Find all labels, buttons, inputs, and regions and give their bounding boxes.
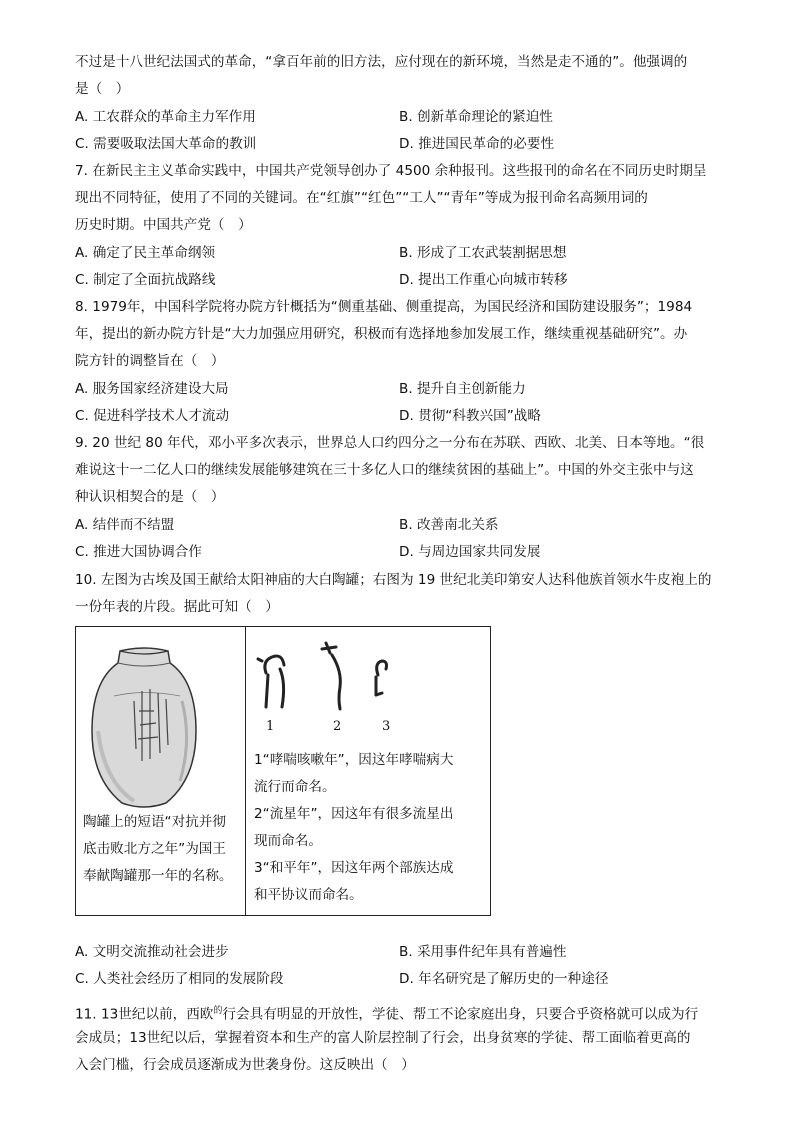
pictograph-caption-line: 现而命名。 xyxy=(254,833,322,849)
q9-text-line: 种认识相契合的是（ ） xyxy=(75,489,225,505)
q11-superscript: 的 xyxy=(213,1006,223,1016)
pictograph-caption-line: 流行而命名。 xyxy=(254,779,336,795)
glyph-number: 3 xyxy=(382,719,391,734)
pictograph-caption-line: 2“流星年”，因这年有很多流星出 xyxy=(254,806,454,822)
q11-text-part: 行会具有明显的开放性，学徒、帮工不论家庭出身，只要合乎资格就可以成为行 xyxy=(222,1006,699,1023)
q9-option-a: A. 结伴而不结盟 xyxy=(75,517,175,533)
egyptian-jar-illustration xyxy=(84,641,204,811)
q9-text-line: 难说这十一二亿人口的继续发展能够建筑在三十多亿人口的继续贫困的基础上”。中国的外交主张中与这 xyxy=(75,462,694,478)
q7-text-line: 现出不同特征，使用了不同的关键词。在“红旗”“红色”“工人”“青年”等成为报刊命名高频用词的 xyxy=(75,190,648,206)
q6-text-line: 是（ ） xyxy=(75,81,130,97)
q11-text-part: 11. 13世纪以前，西欧 xyxy=(75,1006,214,1023)
pictograph-meteor-icon xyxy=(322,643,340,709)
q9-option-b: B. 改善南北关系 xyxy=(399,517,499,533)
jar-caption-line: 奉献陶罐那一年的名称。 xyxy=(83,868,233,884)
jar-caption xyxy=(83,809,243,890)
q7-text-line: 7. 在新民主主义革命实践中，中国共产党领导创办了 4500 余种报刊。这些报刊的命名在不同历史时期呈 xyxy=(75,163,707,179)
q6-option-c: C. 需要吸取法国大革命的教训 xyxy=(75,136,257,152)
q8-option-c: C. 促进科学技术人才流动 xyxy=(75,408,230,424)
q8-option-b: B. 提升自主创新能力 xyxy=(399,381,526,397)
q7-option-b: B. 形成了工农武装割据思想 xyxy=(399,245,567,261)
jar-caption-line: 陶罐上的短语“对抗并彻 xyxy=(83,814,226,830)
pictograph-caption xyxy=(254,747,486,909)
q7-text-line: 历史时期。中国共产党（ ） xyxy=(75,217,252,233)
q10-option-b: B. 采用事件纪年具有普遍性 xyxy=(399,944,567,960)
q10-option-a: A. 文明交流推动社会进步 xyxy=(75,944,229,960)
pictograph-caption-line: 和平协议而命名。 xyxy=(254,887,363,903)
q11-text-line xyxy=(75,1001,698,1025)
q8-text-line: 院方针的调整旨在（ ） xyxy=(75,353,225,369)
q6-option-a: A. 工农群众的革命主力军作用 xyxy=(75,109,256,125)
q6-text-line: 不过是十八世纪法国式的革命，“拿百年前的旧方法，应付现在的新环境，当然是走不通的”。他强调的 xyxy=(75,54,688,70)
q8-text-line: 8. 1979年，中国科学院将办院方针概括为“侧重基础、侧重提高，为国民经济和国防建设服务”；1984 xyxy=(75,299,693,315)
q7-option-c: C. 制定了全面抗战路线 xyxy=(75,272,216,288)
pictograph-peace-icon xyxy=(376,661,387,695)
jar-caption-line: 底击败北方之年”为国王 xyxy=(83,841,226,857)
q8-option-d: D. 贯彻“科教兴国”战略 xyxy=(399,408,541,424)
q7-option-a: A. 确定了民主革命纲领 xyxy=(75,245,216,261)
q6-option-d: D. 推进国民革命的必要性 xyxy=(399,136,555,152)
q10-option-c: C. 人类社会经历了相同的发展阶段 xyxy=(75,971,284,987)
pictograph-caption-line: 1“哮喘咳嗽年”，因这年哮喘病大 xyxy=(254,752,454,768)
glyph-number: 2 xyxy=(333,719,342,734)
figure-divider xyxy=(245,627,246,915)
q8-option-a: A. 服务国家经济建设大局 xyxy=(75,381,229,397)
q10-text-line: 一份年表的片段。据此可知（ ） xyxy=(75,599,279,615)
glyph-number: 1 xyxy=(266,719,275,734)
q8-text-line: 年，提出的新办院方针是“大力加强应用研究，积极而有选择地参加发展工作，继续重视基础研究”。办 xyxy=(75,326,688,342)
q10-text-line: 10. 左图为古埃及国王献给太阳神庙的大白陶罐；右图为 19 世纪北美印第安人达科他族首领水牛皮袍上的 xyxy=(75,572,712,588)
q11-text-line: 入会门槛，行会成员逐渐成为世袭身份。这反映出（ ） xyxy=(75,1057,415,1073)
pictograph-cough-icon xyxy=(258,656,284,707)
q9-option-c: C. 推进大国协调合作 xyxy=(75,544,202,560)
q9-option-d: D. 与周边国家共同发展 xyxy=(399,544,541,560)
pictograph-caption-line: 3“和平年”，因这年两个部族达成 xyxy=(254,860,454,876)
q7-option-d: D. 提出工作重心向城市转移 xyxy=(399,272,568,288)
q6-option-b: B. 创新革命理论的紧迫性 xyxy=(399,109,553,125)
q9-text-line: 9. 20 世纪 80 年代，邓小平多次表示，世界总人口约四分之一分布在苏联、西欧、北美、日本等地。“很 xyxy=(75,435,705,451)
q10-figure-table xyxy=(75,626,491,916)
q11-text-line: 会成员；13世纪以后，掌握着资本和生产的富人阶层控制了行会，出身贫寒的学徒、帮工面临着更高的 xyxy=(75,1030,691,1046)
q10-option-d: D. 年名研究是了解历史的一种途径 xyxy=(399,971,609,987)
